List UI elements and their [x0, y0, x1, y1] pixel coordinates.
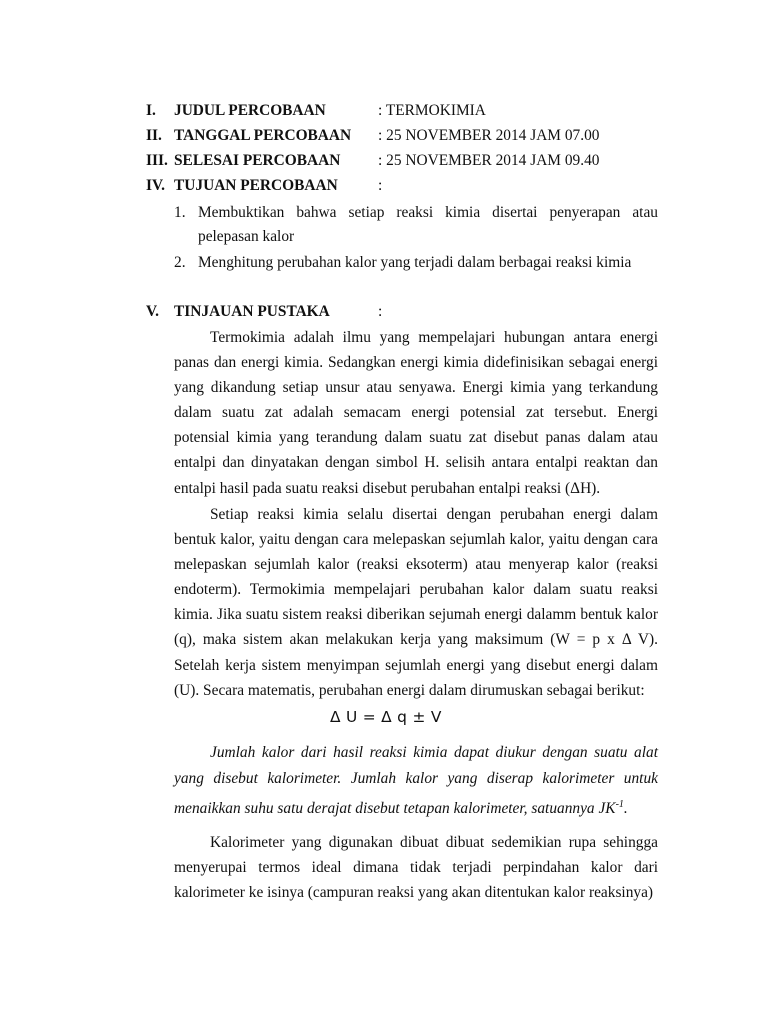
italic-paragraph-tail: .	[623, 800, 628, 818]
objective-number: 1.	[174, 204, 186, 221]
section-title: TANGGAL PERCOBAAN	[174, 127, 352, 144]
section-number: V.	[146, 303, 159, 320]
section-number: IV.	[146, 177, 165, 194]
section-number: III.	[146, 152, 168, 169]
objective-item	[174, 251, 658, 275]
section-number: I.	[146, 102, 156, 119]
objective-number: 2.	[174, 254, 186, 271]
section-value: : 25 NOVEMBER 2014 JAM 09.40	[378, 152, 600, 169]
objective-item	[174, 201, 658, 249]
section-value: : 25 NOVEMBER 2014 JAM 07.00	[378, 127, 600, 144]
section-title: JUDUL PERCOBAAN	[174, 102, 326, 119]
objective-text: Menghitung perubahan kalor yang terjadi dalam berbagai reaksi kimia	[198, 254, 632, 271]
section-value: :	[378, 177, 383, 194]
body-paragraph: Setiap reaksi kimia selalu disertai dengan perubahan energi dalam bentuk kalor, yaitu dengan cara melepaskan sejumlah kalor, yaitu dengan cara melepaskan sejumlah kalor (reaksi eksoterm) atau menyerap kalor (reaksi endoterm). Termokimia mempelajari perubahan kalor dalam suatu reaksi kimia. Jika suatu sistem reaksi diberikan sejumah energi dalamm bentuk kalor (q), maka sistem akan melakukan kerja yang maksimum (W = p x Δ V). Setelah kerja sistem menyimpan sejumlah energi yang disebut energi dalam (U). Secara matematis, perubahan energi dalam dirumuskan sebagai berikut:	[174, 506, 658, 699]
superscript-unit: -1	[615, 799, 624, 810]
section-number: II.	[146, 127, 162, 144]
section-value: : TERMOKIMIA	[378, 102, 486, 119]
formula: Δ U = Δ q ± V	[330, 708, 442, 726]
section-title: TUJUAN PERCOBAAN	[174, 177, 338, 194]
italic-paragraph	[174, 740, 658, 822]
body-paragraph: Termokimia adalah ilmu yang mempelajari hubungan antara energi panas dan energi kimia. Sedangkan energi kimia didefinisikan sebagai energi yang dikandung setiap unsur atau senyawa. Energi kimia yang terkandung dalam suatu zat adalah semacam energi potensial zat tersebut. Energi potensial kimia yang terandung dalam suatu zat disebut panas dalam atau entalpi dan dinyatakan dengan simbol H. selisih antara entalpi reaktan dan entalpi hasil pada suatu reaksi disebut perubahan entalpi reaksi (ΔH).	[174, 329, 658, 497]
body-paragraph: Kalorimeter yang digunakan dibuat dibuat sedemikian rupa sehingga menyerupai termos ideal dimana tidak terjadi perpindahan kalor dari kalorimeter ke isinya (campuran reaksi yang akan ditentukan kalor reaksinya)	[174, 834, 658, 902]
section-title: SELESAI PERCOBAAN	[174, 152, 341, 169]
section-value: :	[378, 303, 383, 320]
section-title: TINJAUAN PUSTAKA	[174, 303, 330, 320]
objective-text: Membuktikan bahwa setiap reaksi kimia disertai penyerapan atau pelepasan kalor	[198, 204, 658, 245]
italic-paragraph-text: Jumlah kalor dari hasil reaksi kimia dapat diukur dengan suatu alat yang disebut kalorimeter. Jumlah kalor yang diserap kalorimeter untuk menaikkan suhu satu derajat disebut tetapan kalorimeter, satuannya JK	[174, 744, 658, 818]
